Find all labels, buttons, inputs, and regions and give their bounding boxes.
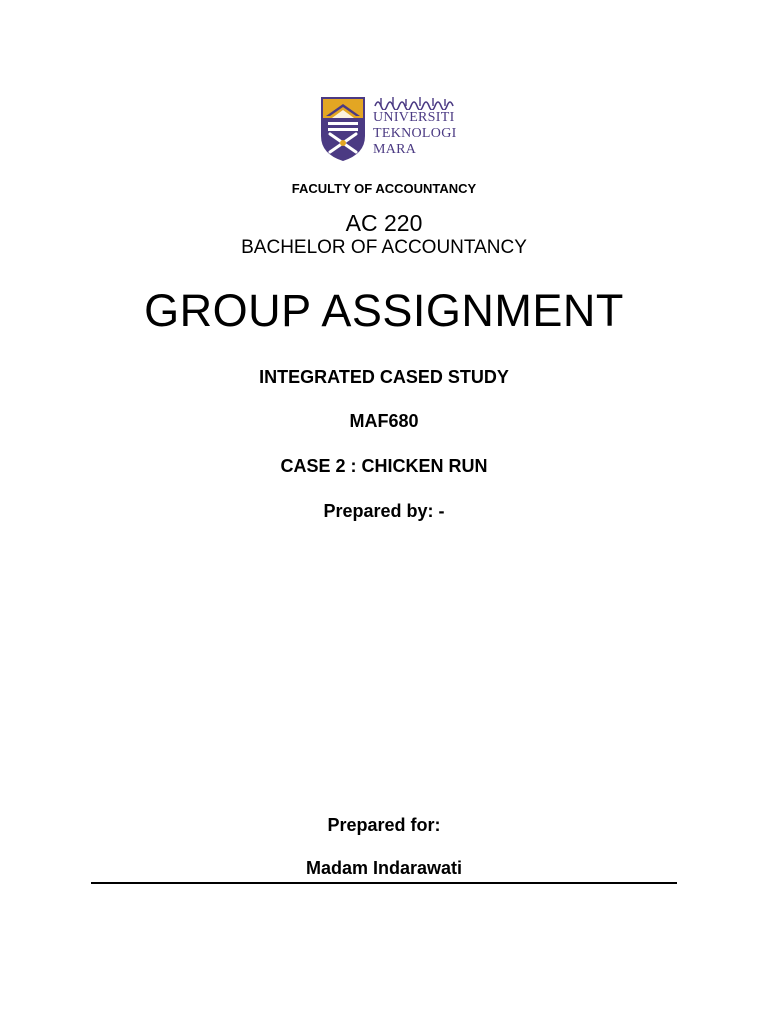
degree-name: BACHELOR OF ACCOUNTANCY <box>241 237 527 258</box>
lecturer-name: Madam Indarawati <box>305 858 463 878</box>
prepared-by-label: Prepared by: - <box>323 501 445 521</box>
page-title: GROUP ASSIGNMENT <box>144 285 624 336</box>
jawi-logo-text <box>373 96 455 110</box>
case-title: CASE 2 : CHICKEN RUN <box>280 456 488 476</box>
logo-line-2: TEKNOLOGI <box>373 126 457 141</box>
university-logo <box>320 96 460 164</box>
logo-line-3: MARA <box>373 142 417 157</box>
horizontal-divider <box>91 882 677 884</box>
logo-line-1: UNIVERSITI <box>373 110 455 125</box>
subject-name: INTEGRATED CASED STUDY <box>259 367 509 387</box>
faculty-name: FACULTY OF ACCOUNTANCY <box>291 181 477 196</box>
subject-code: MAF680 <box>349 411 419 431</box>
prepared-for-label: Prepared for: <box>327 815 441 835</box>
uitm-crest-icon <box>320 96 366 162</box>
logo-wordmark <box>373 110 457 158</box>
course-code: AC 220 <box>345 210 423 236</box>
